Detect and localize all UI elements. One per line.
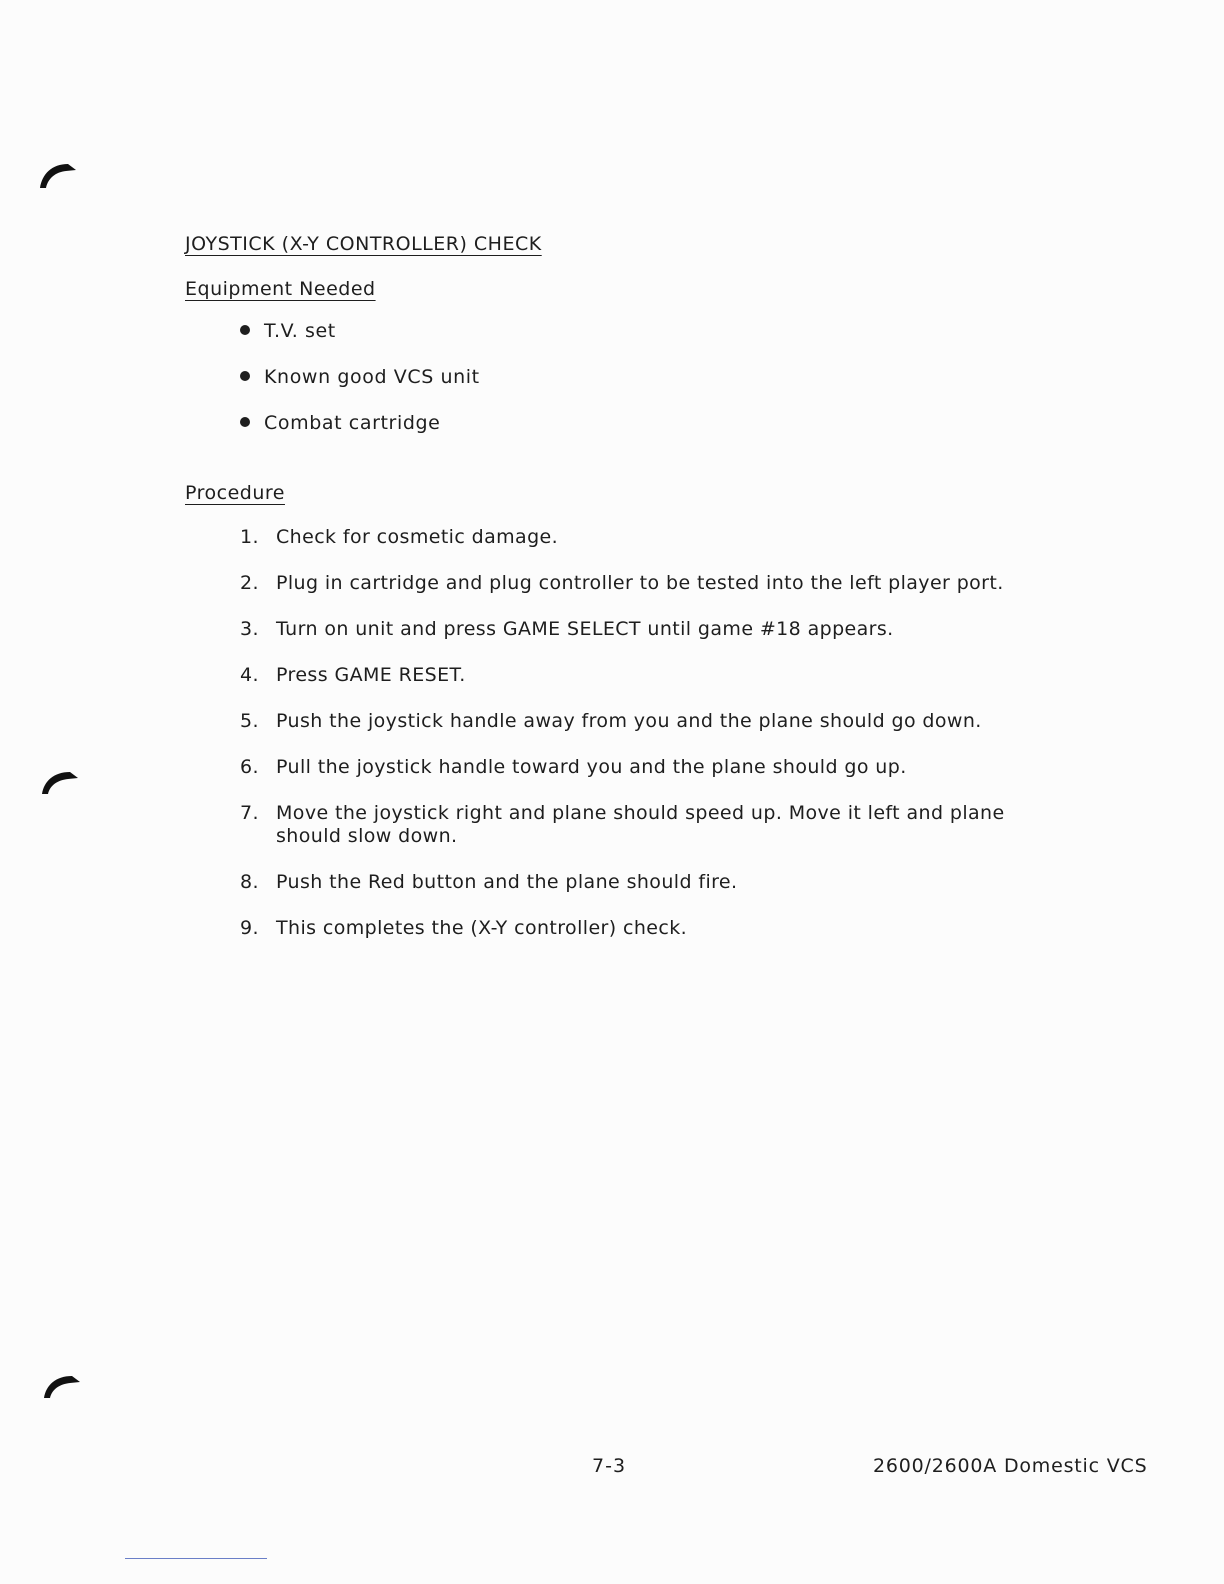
procedure-step [240,710,1050,733]
equipment-item: Known good VCS unit [240,366,480,412]
step-text: This completes the (X-Y controller) check. [276,917,688,939]
step-number: 8. [240,871,259,893]
procedure-step [240,756,1050,779]
step-number: 3. [240,618,259,640]
procedure-heading: Procedure [185,482,285,504]
step-text: Press GAME RESET. [276,664,466,686]
page-number: 7-3 [592,1455,627,1477]
equipment-item: Combat cartridge [240,412,480,458]
step-text: Plug in cartridge and plug controller to be tested into the left player port. [276,572,1004,594]
step-number: 2. [240,572,259,594]
equipment-heading: Equipment Needed [185,278,376,300]
step-number: 9. [240,917,259,939]
footer-title: 2600/2600A Domestic VCS [873,1455,1148,1477]
procedure-step [240,618,1050,641]
step-number: 1. [240,526,259,548]
procedure-step [240,572,1050,595]
procedure-step [240,526,1050,549]
page-title: JOYSTICK (X-Y CONTROLLER) CHECK [185,233,542,255]
step-text: Move the joystick right and plane should speed up. Move it left and plane should slow down. [276,802,1005,847]
step-number: 7. [240,802,259,824]
bottom-divider [125,1558,267,1559]
binder-hole-mark-bottom [40,1372,82,1400]
bullet-icon [240,371,250,381]
bullet-icon [240,417,250,427]
step-text: Turn on unit and press GAME SELECT until game #18 appears. [276,618,894,640]
step-text: Pull the joystick handle toward you and the plane should go up. [276,756,907,778]
step-number: 6. [240,756,259,778]
equipment-item: T.V. set [240,320,480,366]
procedure-steps [240,526,1050,963]
bullet-icon [240,325,250,335]
step-number: 5. [240,710,259,732]
binder-hole-mark-top [36,160,78,190]
equipment-list [240,320,480,458]
procedure-step [240,802,1050,848]
procedure-step [240,871,1050,894]
procedure-step [240,664,1050,687]
step-number: 4. [240,664,259,686]
step-text: Push the Red button and the plane should fire. [276,871,738,893]
procedure-step [240,917,1050,940]
step-text: Push the joystick handle away from you and the plane should go down. [276,710,982,732]
binder-hole-mark-middle [38,768,80,796]
step-text: Check for cosmetic damage. [276,526,559,548]
